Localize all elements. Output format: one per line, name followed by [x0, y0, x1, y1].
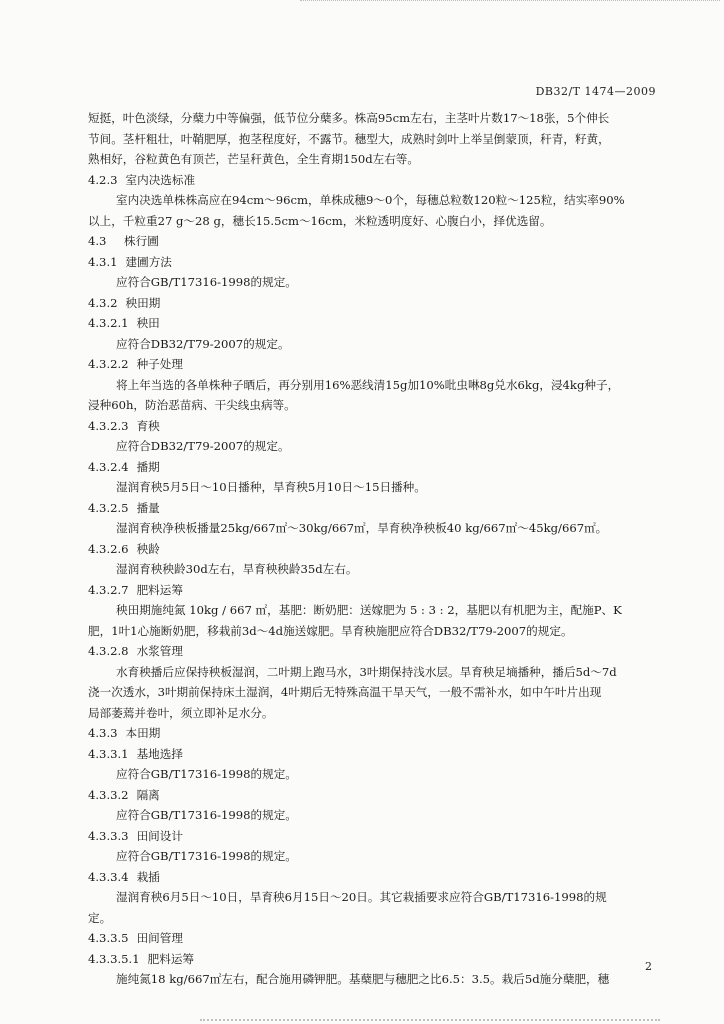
paragraph-line: 湿润育秧秧龄30d左右，旱育秧秧龄35d左右。	[116, 562, 358, 576]
section-number: 4.3.2.8	[88, 644, 129, 658]
section-title: 基地选择	[136, 746, 183, 761]
section-number: 4.3.3	[88, 726, 118, 740]
section-number: 4.3.3.5	[88, 931, 129, 945]
section-title: 栽插	[136, 869, 160, 884]
section-number: 4.3.2.1	[88, 316, 129, 330]
section-title: 隔离	[136, 787, 160, 802]
section-number: 4.3.2.6	[88, 541, 129, 556]
section-title: 播期	[136, 459, 160, 474]
section-title: 秧龄	[136, 541, 160, 556]
section-heading	[88, 826, 658, 847]
section-heading	[88, 641, 658, 662]
section-title: 室内决选标准	[125, 172, 196, 187]
section-title: 田间设计	[136, 828, 183, 843]
section-heading	[88, 580, 658, 601]
section-number: 4.3.3.2	[88, 787, 129, 802]
section-number: 4.3.2.3	[88, 418, 129, 433]
paragraph-line: 节间。茎杆粗壮，叶鞘肥厚，抱茎程度好，不露节。穗型大，成熟时剑叶上举呈倒蒙顶，秆青，籽黄，	[88, 131, 610, 146]
section-title: 肥料运筹	[147, 951, 195, 966]
standard-number: DB32/T 1474—2009	[535, 85, 656, 98]
section-title: 水浆管理	[136, 644, 183, 658]
section-heading	[88, 949, 658, 970]
section-number: 4.3.2.2	[88, 357, 129, 371]
section-heading	[88, 170, 658, 191]
section-number: 4.3.1	[88, 254, 118, 269]
section-heading	[88, 928, 658, 949]
section-heading	[88, 744, 658, 765]
page-number: 2	[645, 960, 652, 973]
section-heading	[88, 723, 658, 744]
paragraph-line: 室内决选单株株高应在94cm～96cm，单株成穗9～0个，每穗总粒数120粒～125粒，结实率90%	[116, 193, 625, 207]
section-title: 田间管理	[136, 931, 183, 945]
section-heading	[88, 231, 658, 252]
paragraph-line: 秧田期施纯氮 10kg / 667 ㎡，基肥：断奶肥：送嫁肥为 5 : 3 : 2，基肥以有机肥为主，配施P、K	[116, 603, 622, 617]
document-body	[88, 108, 658, 990]
paragraph-line: 应符合GB/T17316-1998的规定。	[116, 849, 297, 863]
paragraph-line: 局部萎蔫并卷叶，须立即补足水分。	[88, 705, 274, 720]
section-title: 育秧	[136, 418, 160, 433]
paragraph-line: 浸种60h，防治恶苗病、干尖线虫病等。	[88, 398, 296, 412]
section-title: 秧田期	[125, 295, 161, 310]
section-number: 4.3.2.7	[88, 582, 129, 597]
paragraph-line: 浇一次透水，3叶期前保持床土湿润，4叶期后无特殊高温干旱天气，一般不需补水，如中午叶片出现	[88, 685, 602, 699]
paragraph-line: 湿润育秧6月5日～10日，旱育秧6月15日～20日。其它栽插要求应符合GB/T17316-1998的规	[116, 890, 607, 904]
section-heading	[88, 457, 658, 478]
paragraph-line: 施纯氮18 kg/667㎡左右，配合施用磷钾肥。基蘖肥与穗肥之比6.5：3.5。栽后5d施分蘖肥，穗	[116, 972, 610, 986]
section-number: 4.3.3.4	[88, 869, 129, 884]
paragraph-line: 湿润育秧5月5日～10日播种，旱育秧5月10日～15日播种。	[116, 480, 426, 494]
section-title: 本田期	[125, 726, 161, 740]
section-title: 肥料运筹	[136, 582, 183, 597]
section-heading	[88, 313, 658, 334]
section-number: 4.3.3.3	[88, 828, 129, 843]
scan-edge-top	[300, 0, 720, 7]
section-number: 4.3.3.1	[88, 746, 129, 761]
section-number: 4.3.2.4	[88, 459, 129, 474]
section-title: 种子处理	[136, 357, 183, 371]
scan-edge-bottom	[200, 1013, 660, 1021]
paragraph-line: 短挺，叶色淡绿，分蘖力中等偏强，低节位分蘖多。株高95cm左右，主茎叶片数17～18张，5个伸长	[88, 111, 610, 125]
paragraph-line: 将上年当选的各单株种子晒后，再分别用16%恶线清15g加10%吡虫啉8g兑水6kg，浸4kg种子，	[116, 377, 620, 392]
paragraph-line: 应符合GB/T17316-1998的规定。	[116, 808, 297, 822]
paragraph-line: 以上，千粒重27 g～28 g，穗长15.5cm～16cm，米粒透明度好、心腹白小，择优选留。	[88, 213, 552, 228]
section-number: 4.3	[88, 234, 107, 248]
section-title: 播量	[136, 500, 160, 515]
paragraph-line: 水育秧播后应保持秧板湿润，二叶期上跑马水，3叶期保持浅水层。旱育秧足墒播种，播后5d～7d	[116, 664, 617, 679]
paragraph-line: 定。	[88, 910, 112, 925]
section-number: 4.3.2.5	[88, 500, 129, 515]
section-number: 4.3.3.5.1	[88, 951, 140, 966]
section-number: 4.2.3	[88, 172, 118, 187]
section-heading	[88, 354, 658, 375]
section-heading	[88, 867, 658, 888]
paragraph-line: 肥，1叶1心施断奶肥，移栽前3d～4d施送嫁肥。旱育秧施肥应符合DB32/T79-2007的规定。	[88, 623, 573, 638]
section-title: 株行圃	[124, 234, 159, 248]
section-title: 建圃方法	[125, 254, 172, 269]
paragraph-line: 应符合GB/T17316-1998的规定。	[116, 275, 297, 289]
section-heading	[88, 785, 658, 806]
section-title: 秧田	[136, 316, 160, 330]
section-heading	[88, 539, 658, 560]
section-heading	[88, 293, 658, 314]
section-number: 4.3.2	[88, 295, 118, 310]
paragraph-line: 湿润育秧净秧板播量25kg/667㎡～30kg/667㎡，旱育秧净秧板40 kg/667㎡～45kg/667㎡。	[116, 521, 608, 535]
section-heading	[88, 498, 658, 519]
paragraph-line: 应符合GB/T17316-1998的规定。	[116, 767, 297, 781]
paragraph-line: 应符合DB32/T79-2007的规定。	[116, 439, 290, 453]
section-heading	[88, 416, 658, 437]
section-heading	[88, 252, 658, 273]
paragraph-line: 熟相好，谷粒黄色有顶芒，芒呈秆黄色，全生育期150d左右等。	[88, 152, 419, 166]
paragraph-line: 应符合DB32/T79-2007的规定。	[116, 336, 290, 351]
